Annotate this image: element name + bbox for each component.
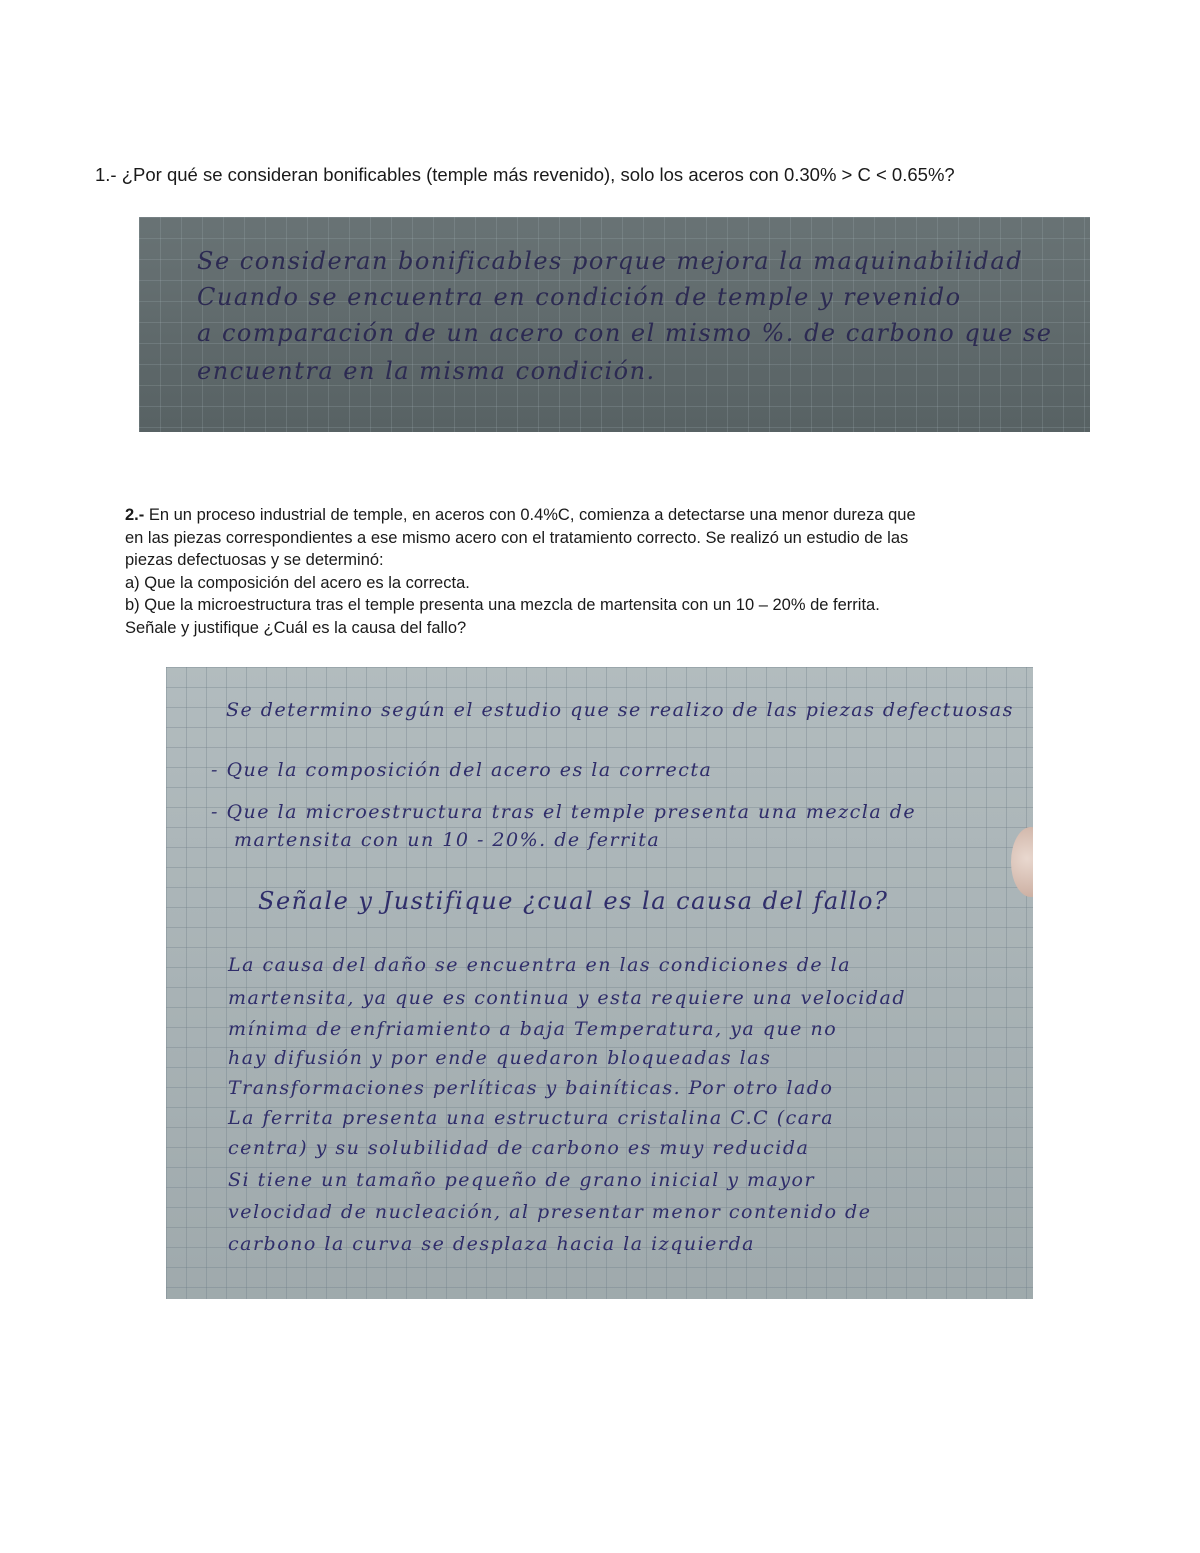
handwritten-line: velocidad de nucleación, al presentar menor contenido de [228, 1201, 872, 1223]
handwritten-line: Se consideran bonificables porque mejora la maquinabilidad [197, 247, 1024, 275]
question-2-item-b: b) Que la microestructura tras el temple presenta una mezcla de martensita con un 10 – 20% de ferrita. [125, 596, 880, 614]
handwritten-answer-1-photo [139, 217, 1090, 432]
question-2-line-3: piezas defectuosas y se determinó: [125, 551, 384, 569]
handwritten-answer-2-photo [166, 667, 1033, 1299]
handwritten-line: - Que la composición del acero es la correcta [211, 759, 713, 781]
question-2-line-2: en las piezas correspondientes a ese mismo acero con el tratamiento correcto. Se realizó un estudio de las [125, 528, 909, 547]
handwritten-line: Cuando se encuentra en condición de temple y revenido [197, 283, 962, 311]
handwritten-line: martensita, ya que es continua y esta requiere una velocidad [228, 987, 906, 1009]
handwritten-line: a comparación de un acero con el mismo %. de carbono que se [197, 319, 1053, 347]
handwritten-line: centra) y su solubilidad de carbono es muy reducida [228, 1137, 810, 1159]
handwritten-line: hay difusión y por ende quedaron bloqueadas las [228, 1047, 772, 1069]
handwritten-line: La causa del daño se encuentra en las condiciones de la [228, 954, 852, 976]
question-2-prompt: Señale y justifique ¿Cuál es la causa del fallo? [125, 618, 467, 637]
handwritten-line: mínima de enfriamiento a baja Temperatura, ya que no [228, 1018, 838, 1040]
handwritten-line: Señale y Justifique ¿cual es la causa del fallo? [258, 887, 889, 915]
handwritten-line: martensita con un 10 - 20%. de ferrita [234, 829, 661, 851]
question-2-number: 2.- [125, 506, 145, 524]
handwritten-line: encuentra en la misma condición. [197, 357, 656, 385]
finger-shadow [1011, 827, 1033, 897]
question-2-line-1-text: En un proceso industrial de temple, en aceros con 0.4%C, comienza a detectarse una menor dureza que [148, 506, 916, 524]
handwritten-line: La ferrita presenta una estructura cristalina C.C (cara [228, 1107, 835, 1129]
handwritten-line: carbono la curva se desplaza hacia la izquierda [228, 1233, 755, 1255]
handwritten-line: Se determino según el estudio que se realizo de las piezas defectuosas [226, 699, 1014, 721]
handwritten-line: Transformaciones perlíticas y bainíticas. Por otro lado [228, 1077, 834, 1099]
handwritten-line: Si tiene un tamaño pequeño de grano inicial y mayor [228, 1169, 816, 1191]
question-1-text: 1.- ¿Por qué se consideran bonificables (temple más revenido), solo los aceros con 0.30% > C < 0.65%? [95, 164, 955, 185]
question-2 [125, 504, 1085, 639]
question-2-line-1 [125, 504, 1085, 527]
question-2-item-a: a) Que la composición del acero es la correcta. [125, 573, 470, 592]
handwritten-line: - Que la microestructura tras el temple presenta una mezcla de [211, 801, 917, 823]
